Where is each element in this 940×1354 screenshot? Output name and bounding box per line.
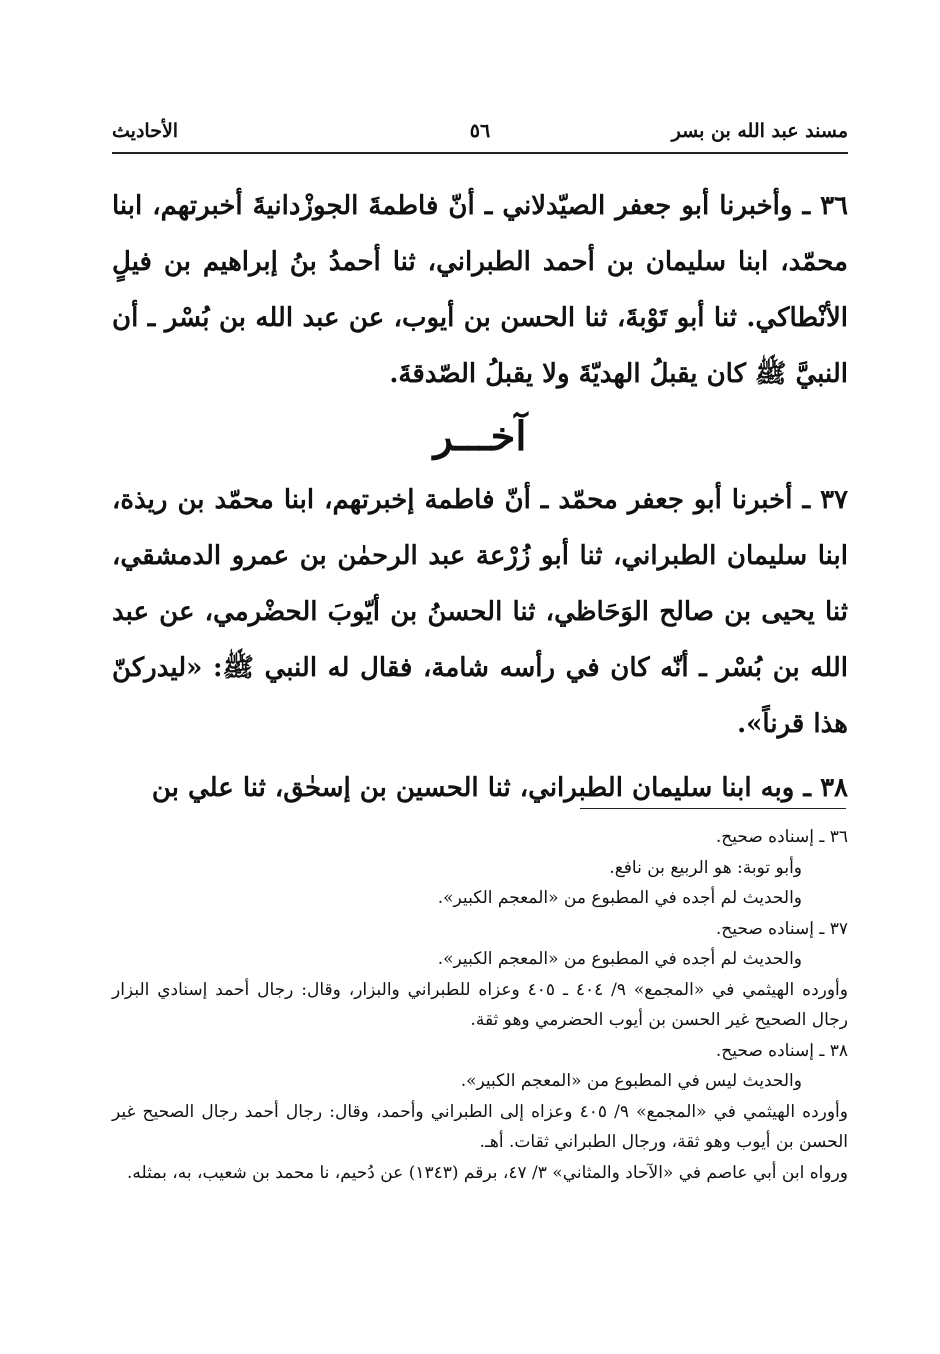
hadith-37: ٣٧ ـ أخبرنا أبو جعفر محمّد ـ أنّ فاطمة إخبرتهم، ابنا محمّد بن ريذة، ابنا سليمان الطبراني، ثنا أبو زُرْعة عبد الرحمٰن بن عمرو الدمشقي، ثنا يحيى بن صالح الوَحَاظي، ثنا الحسنُ بن أيّوبَ الحضْرمي، عن عبد الله بن بُسْر ـ أنّه كان في رأسه شامة، فقال له النبي ﷺ: «ليدركنّ هذا قرناً». xyxy=(112,485,848,739)
section-heading: آخـــر xyxy=(433,413,527,460)
footnote-line: وأورده الهيثمي في «المجمع» ٩/ ٤٠٥ وعزاه إلى الطبراني وأحمد، وقال: رجال أحمد رجال الصحيح غير الحسن بن أيوب وهو ثقة، ورجال الطبراني ثقات. أهـ. xyxy=(112,1101,848,1152)
footnote-head: ٣٨ ـ إسناده صحيح. xyxy=(715,1040,848,1061)
footnote-line: والحديث ليس في المطبوع من «المعجم الكبير». xyxy=(460,1071,802,1091)
footnotes xyxy=(112,822,848,1188)
footnote-line: وأبو توبة: هو الربيع بن نافع. xyxy=(609,857,802,878)
page-number: ٥٦ xyxy=(469,120,491,142)
footnote-line: والحديث لم أجده في المطبوع من «المعجم الكبير». xyxy=(437,888,802,908)
footnote-line: وأورده الهيثمي في «المجمع» ٩/ ٤٠٤ ـ ٤٠٥ وعزاه للطبراني والبزار، وقال: رجال أحمد إسنادي البزار رجال الصحيح غير الحسن بن أيوب الحضرمي وهو ثقة. xyxy=(112,979,848,1030)
footnote-37 xyxy=(112,914,848,1036)
book-title: مسند عبد الله بن بسر xyxy=(671,120,848,142)
footnote-divider xyxy=(580,808,846,809)
section-title: الأحاديث xyxy=(112,120,179,142)
main-text xyxy=(112,178,848,816)
footnote-38 xyxy=(112,1036,848,1189)
footnote-36 xyxy=(112,822,848,914)
page-header xyxy=(112,112,848,154)
hadith-36: ٣٦ ـ وأخبرنا أبو جعفر الصيّدلاني ـ أنّ فاطمةَ الجوزْدانيةَ أخبرتهم، ابنا محمّد، ابنا سليمان بن أحمد الطبراني، ثنا أحمدُ بنُ إبراهيم بن فيلٍ الأنْطاكي. ثنا أبو تَوْبةَ، ثنا الحسن بن أيوب، عن عبد الله بن بُسْر ـ أن النبيَّ ﷺ كان يقبلُ الهديّةَ ولا يقبلُ الصّدقةَ. xyxy=(112,191,848,389)
footnote-line: ورواه ابن أبي عاصم في «الآحاد والمثاني» ٣/ ٤٧، برقم (١٣٤٣) عن دُحيم، نا محمد بن شعيب، به، بمثله. xyxy=(127,1162,848,1183)
footnote-head: ٣٧ ـ إسناده صحيح. xyxy=(715,918,848,939)
footnote-line: والحديث لم أجده في المطبوع من «المعجم الكبير». xyxy=(437,949,802,969)
footnote-head: ٣٦ ـ إسناده صحيح. xyxy=(715,827,848,847)
hadith-38: ٣٨ ـ وبه ابنا سليمان الطبراني، ثنا الحسين بن إسحٰق، ثنا علي بن xyxy=(151,773,848,803)
